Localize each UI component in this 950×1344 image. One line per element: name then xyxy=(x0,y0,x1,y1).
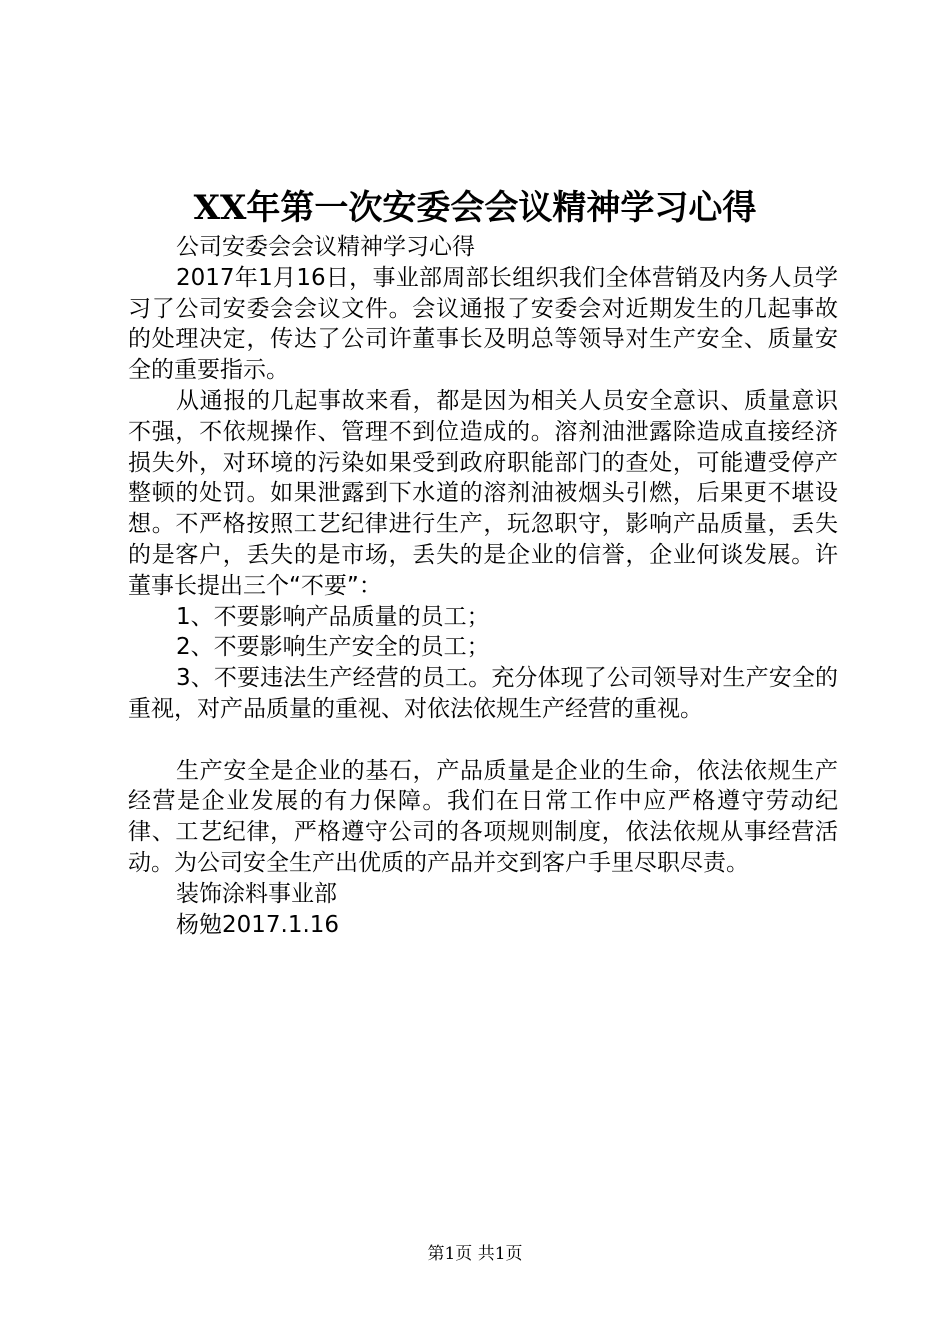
page-footer: 第1页 共1页 xyxy=(427,1244,523,1264)
document-body xyxy=(128,232,838,940)
list-item-requirement-3: 3、不要违法生产经营的员工。充分体现了公司领导对生产安全的重视，对产品质量的重视、对依法依规生产经营的重视。 xyxy=(128,665,838,722)
document-subtitle: 公司安委会会议精神学习心得 xyxy=(176,234,475,260)
signature-name-date: 杨勉2017.1.16 xyxy=(176,911,340,938)
paragraph-spacer xyxy=(128,725,838,756)
paragraph-meeting-intro: 2017年1月16日，事业部周部长组织我们全体营销及内务人员学习了公司安委会会议文件。会议通报了安委会对近期发生的几起事故的处理决定，传达了公司许董事长及明总等领导对生产安全、质量安全的重要指示。 xyxy=(128,264,838,384)
paragraph-incident-analysis: 从通报的几起事故来看，都是因为相关人员安全意识、质量意识不强，不依规操作、管理不到位造成的。溶剂油泄露除造成直接经济损失外，对环境的污染如果受到政府职能部门的查处，可能遭受停产整顿的处罚。如果泄露到下水道的溶剂油被烟头引燃，后果更不堪设想。不严格按照工艺纪律进行生产，玩忽职守，影响产品质量，丢失的是客户，丢失的是市场，丢失的是企业的信誉，企业何谈发展。许董事长提出三个“不要”： xyxy=(128,387,838,599)
list-item-requirement-1: 1、不要影响产品质量的员工； xyxy=(176,603,490,630)
document-title: XX年第一次安委会会议精神学习心得 xyxy=(193,188,757,228)
list-item-requirement-2: 2、不要影响生产安全的员工； xyxy=(176,634,490,661)
signature-department: 装饰涂料事业部 xyxy=(176,880,337,907)
paragraph-conclusion: 生产安全是企业的基石，产品质量是企业的生命，依法依规生产经营是企业发展的有力保障。我们在日常工作中应严格遵守劳动纪律、工艺纪律，严格遵守公司的各项规则制度，依法依规从事经营活动。为公司安全生产出优质的产品并交到客户手里尽职尽责。 xyxy=(128,757,838,876)
